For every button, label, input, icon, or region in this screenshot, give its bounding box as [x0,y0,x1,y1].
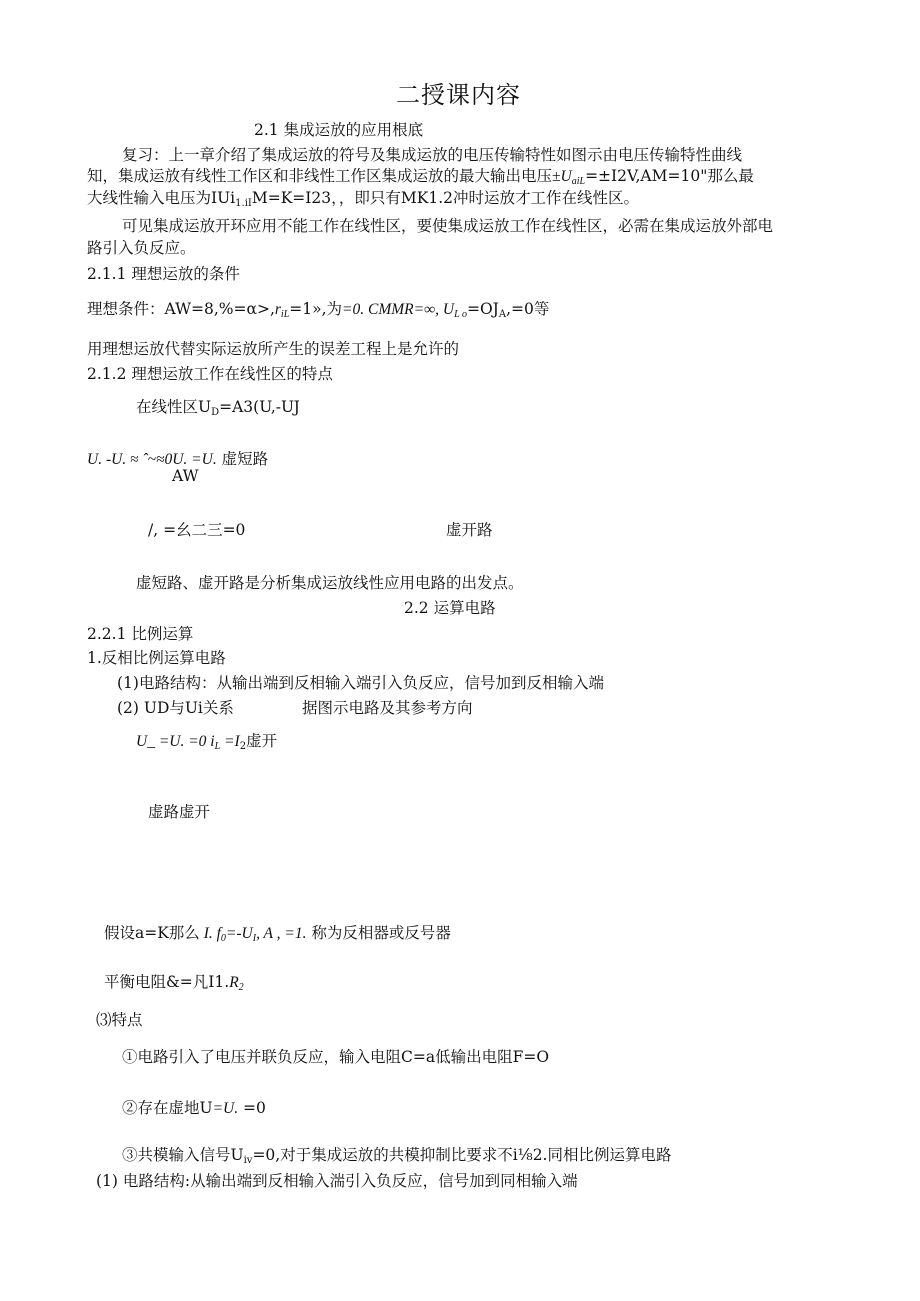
inverting-circuit-structure: (1)电路结构：从输出端到反相输入端引入负反应，信号加到反相输入端 [117,674,604,692]
math-subscript: iL [280,309,290,320]
section-heading-2-1-2: 2.1.2 理想运放工作在线性区的特点 [87,365,333,383]
math-symbol: R [229,974,239,991]
linear-paragraph-line-1: 可见集成运放开环应用不能工作在线性区，要使集成运放工作在线性区，必需在集成运放外部电 [122,217,774,235]
math-subscript: L [214,741,221,752]
math-expression: =0. CMMR=∞, U [342,301,455,318]
math-subscript: aiL [571,176,586,187]
feature-3 [122,1145,671,1165]
review-text: 知，集成运放有线性工作区和非线性工作区集成运放的最大输出电压 [87,167,553,185]
page-title: 二授课内容 [396,81,521,109]
math-expression: U. -U. ≈ ˆ~≈0U. =U. [87,451,217,468]
math-expression: =I [220,733,240,750]
virtual-open-tag: 虚开 [246,732,278,750]
assumption-text: 称为反相器或反号器 [306,924,451,942]
assumption-text: 假设a=K那么 [104,924,200,942]
math-expression: =-U [225,925,253,942]
math-subscript: iv [243,1155,253,1166]
ideal-note: 用理想运放代替实际运放所产生的误差工程上是允许的 [87,340,460,358]
math-subscript: D [211,407,220,418]
feature-2 [122,1098,266,1119]
math-expression: U_ =U. =0 i [136,733,215,750]
virtual-open-short-note: 虚路虚开 [148,803,211,821]
ideal-conditions [87,299,549,320]
equation-text: 在线性区U [136,398,212,416]
aw-denominator: AW [172,467,199,485]
feature-text: =0 [238,1099,266,1117]
section-heading-2-2: 2.2 运算电路 [404,599,496,617]
math-subscript: 0 [220,933,226,944]
math-symbol: r [274,301,281,318]
review-paragraph-line-1: 复习：上一章介绍了集成运放的符号及集成运放的电压传输特性如图示由电压传输特性曲线 [122,146,743,164]
noninverting-circuit-structure: (1) 电路结构:从输出端到反相输入湍引入负反应，信号加到同相输入端 [96,1172,578,1190]
virtual-short-label: 虚短路 [216,450,269,468]
feature-text: =0,对于集成运放的共模抑制比要求不i⅛2.同相比例运算电路 [252,1146,672,1164]
review-text: 大线性输入电压为IUi [87,189,236,207]
virtual-open-label: 虚开路 [446,521,493,539]
math-symbol: ±U [552,168,572,185]
features-heading: ⑶特点 [96,1011,143,1029]
math-subscript: L o [454,309,467,320]
math-expression: I. f [199,925,221,942]
equation-text: =A3(U,-UJ [219,398,300,416]
ideal-text: 理想条件：AW=8,%=α>, [87,300,275,318]
inverting-relation-note: 据图示电路及其参考方向 [302,699,473,717]
math-subscript: 1.iI [235,198,252,209]
inverting-circuit-title: 1.反相比例运算电路 [87,649,226,667]
section-heading-2-2-1: 2.2.1 比例运算 [87,625,194,643]
review-paragraph-line-3 [87,188,639,208]
feature-text: ②存在虚地U [122,1099,213,1117]
balance-text: 平衡电阻&=凡I1. [104,973,230,991]
inverting-relation-heading: (2) UD与Ui关系 [117,699,234,717]
math-subscript: 2 [238,982,244,993]
inverter-assumption [104,923,451,944]
section-heading-2-1: 2.1 集成运放的应用根底 [254,121,424,139]
ideal-text: =1»,为 [289,300,343,318]
feature-text: ③共模输入信号U [122,1146,244,1164]
balance-resistor [104,972,244,993]
math-expression: , A , =1. [256,925,307,942]
review-paragraph-line-2 [87,166,754,187]
starting-point-note: 虚短路、虚开路是分析集成运放线性应用电路的出发点。 [136,574,524,592]
review-text: =±I2V,AM=10"那么最 [585,167,754,185]
virtual-open-equation: /, =幺二三=0 [148,521,246,539]
ideal-text: =OJ [466,300,499,318]
math-subscript: I [252,933,257,944]
ideal-text: ,=0等 [506,300,550,318]
math-subscript: 2 [239,741,247,752]
linear-region-equation [136,397,300,417]
inverting-equation [136,731,277,752]
math-subscript: A [498,309,507,320]
section-heading-2-1-1: 2.1.1 理想运放的条件 [87,265,240,283]
linear-paragraph-line-2: 路引入负反应。 [87,239,196,257]
review-text: M=K=I23，，即只有MK1.2冲时运放才工作在线性区。 [251,189,639,207]
feature-1: ①电路引入了电压并联负反应，输入电阻C=a低输出电阻F=O [122,1048,550,1066]
math-expression: =U. [212,1100,239,1117]
